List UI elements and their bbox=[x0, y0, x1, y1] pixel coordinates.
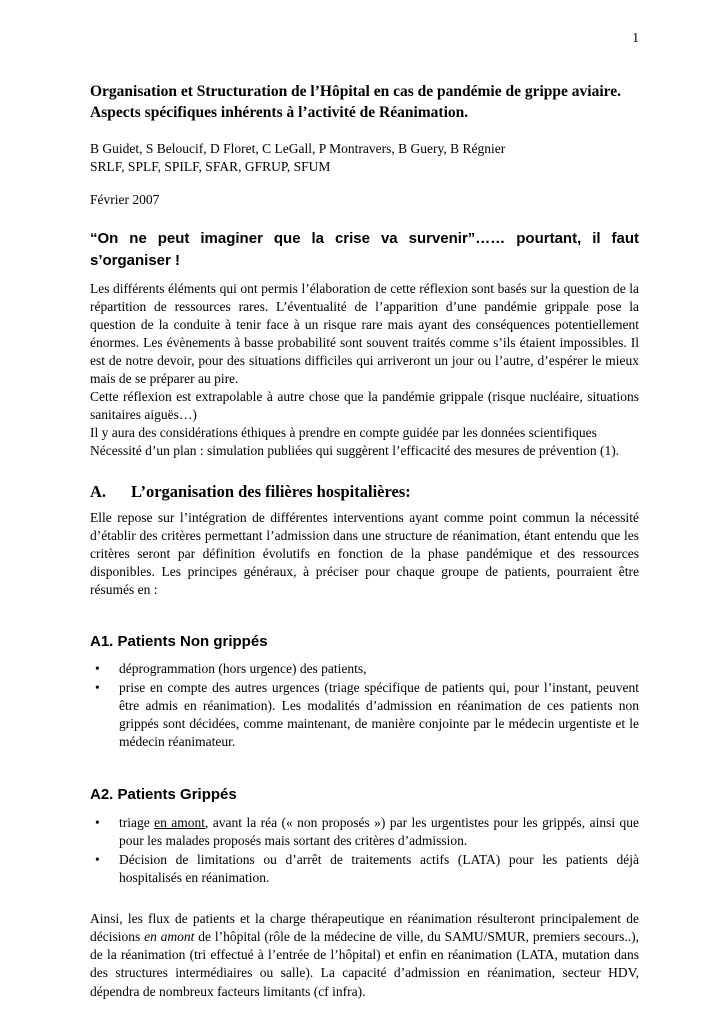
closing-post: de l’hôpital (rôle de la médecine de ville, du SAMU/SMUR, premiers secours..), de la réanimation (tri effectué à l’entrée de l’hôpital) et enfin en réanimation (LATA, mutation dans des structures intermédiaires ou salle). La capacité d’admission en réanimation, secteur HDV, dépendra de nombreux facteurs limitants (cf infra). bbox=[90, 929, 640, 999]
a1-bullet-list bbox=[90, 660, 639, 751]
section-a-title: L’organisation des filières hospitalières: bbox=[131, 481, 411, 501]
a1-bullet-item-2: • prise en compte des autres urgences (triage spécifique de patients qui, pour l’instant, peuvent être admis en réanimation). Les modalités d’admission en réanimation de ces patients non grippés sont décidées, comme maintenant, de manière conjointe par le médecin urgentiste et le médecin réanimateur. bbox=[90, 679, 639, 751]
authors-line: B Guidet, S Beloucif, D Floret, C LeGall, P Montravers, B Guery, B Régnier bbox=[90, 141, 506, 157]
a2-bullet1-pre: triage bbox=[119, 814, 155, 830]
closing-pre: Ainsi, les flux de patients et la charge thérapeutique en réanimation résulteront principalement de décisions bbox=[90, 911, 639, 945]
subsection-a2-heading: A2. Patients Grippés bbox=[90, 786, 237, 804]
subsection-a1-heading: A1. Patients Non grippés bbox=[90, 632, 268, 650]
intro-paragraph-2: Cette réflexion est extrapolable à autre chose que la pandémie grippale (risque nucléaire, situations sanitaires aiguës…) bbox=[90, 389, 639, 423]
section-a-heading bbox=[90, 482, 639, 503]
page-number: 1 bbox=[632, 30, 639, 45]
closing-paragraph bbox=[90, 910, 639, 1000]
societies-line: SRLF, SPLF, SPILF, SFAR, GFRUP, SFUM bbox=[90, 158, 331, 174]
a2-bullet-item-1 bbox=[90, 814, 639, 850]
date-line: Février 2007 bbox=[90, 192, 160, 208]
a2-bullet1-post: , avant la réa (« non proposés ») par les urgentistes pour les grippés, ainsi que pour les malades proposés mais sortant des critères d’admission. bbox=[119, 814, 639, 848]
document-title: Organisation et Structuration de l’Hôpital en cas de pandémie de grippe aviaire. Aspects spécifiques inhérents à l’activité de Réanimation. bbox=[90, 83, 622, 121]
a1-bullet-item-1: • déprogrammation (hors urgence) des patients, bbox=[90, 660, 639, 678]
intro-paragraph-3: Il y aura des considérations éthiques à prendre en compte guidée par les données scientifiques bbox=[90, 425, 597, 441]
section-a-paragraph: Elle repose sur l’intégration de différentes interventions ayant comme point commun la nécessité d’établir des critères permettant l’admission dans une structure de réanimation, étant entendu que les critères seront par définition évolutifs en fonction de la phase pandémique et des ressources disponibles. Les principes généraux, à préciser pour chaque groupe de patients, pourraient être résumés en : bbox=[90, 510, 639, 598]
a2-bullet1-underlined: en amont bbox=[154, 814, 206, 830]
closing-italic: en amont bbox=[144, 929, 195, 945]
section-a-label: A. bbox=[90, 481, 107, 501]
intro-paragraph-4: Nécessité d’un plan : simulation publiées qui suggèrent l’efficacité des mesures de prévention (1). bbox=[90, 443, 620, 459]
quote-heading: “On ne peut imaginer que la crise va survenir”…… pourtant, il faut s’organiser ! bbox=[90, 229, 639, 270]
a2-bullet-list bbox=[90, 814, 639, 887]
intro-paragraph-1: Les différents éléments qui ont permis l’élaboration de cette réflexion sont basés sur la question de la répartition de ressources rares. L’éventualité de l’apparition d’une pandémie grippale pose la question de la conduite à tenir face à un risque rare mais ayant des conséquences potentiellement énormes. Les évènements à basse probabilité sont souvent traités comme s’ils étaient impossibles. Il est de notre devoir, pour des situations difficiles qui arriveront un jour ou l’autre, d’espérer le mieux mais de se préparer au pire. bbox=[90, 280, 639, 387]
a2-bullet-item-2: • Décision de limitations ou d’arrêt de traitements actifs (LATA) pour les patients déjà hospitalisés en réanimation. bbox=[90, 851, 639, 887]
